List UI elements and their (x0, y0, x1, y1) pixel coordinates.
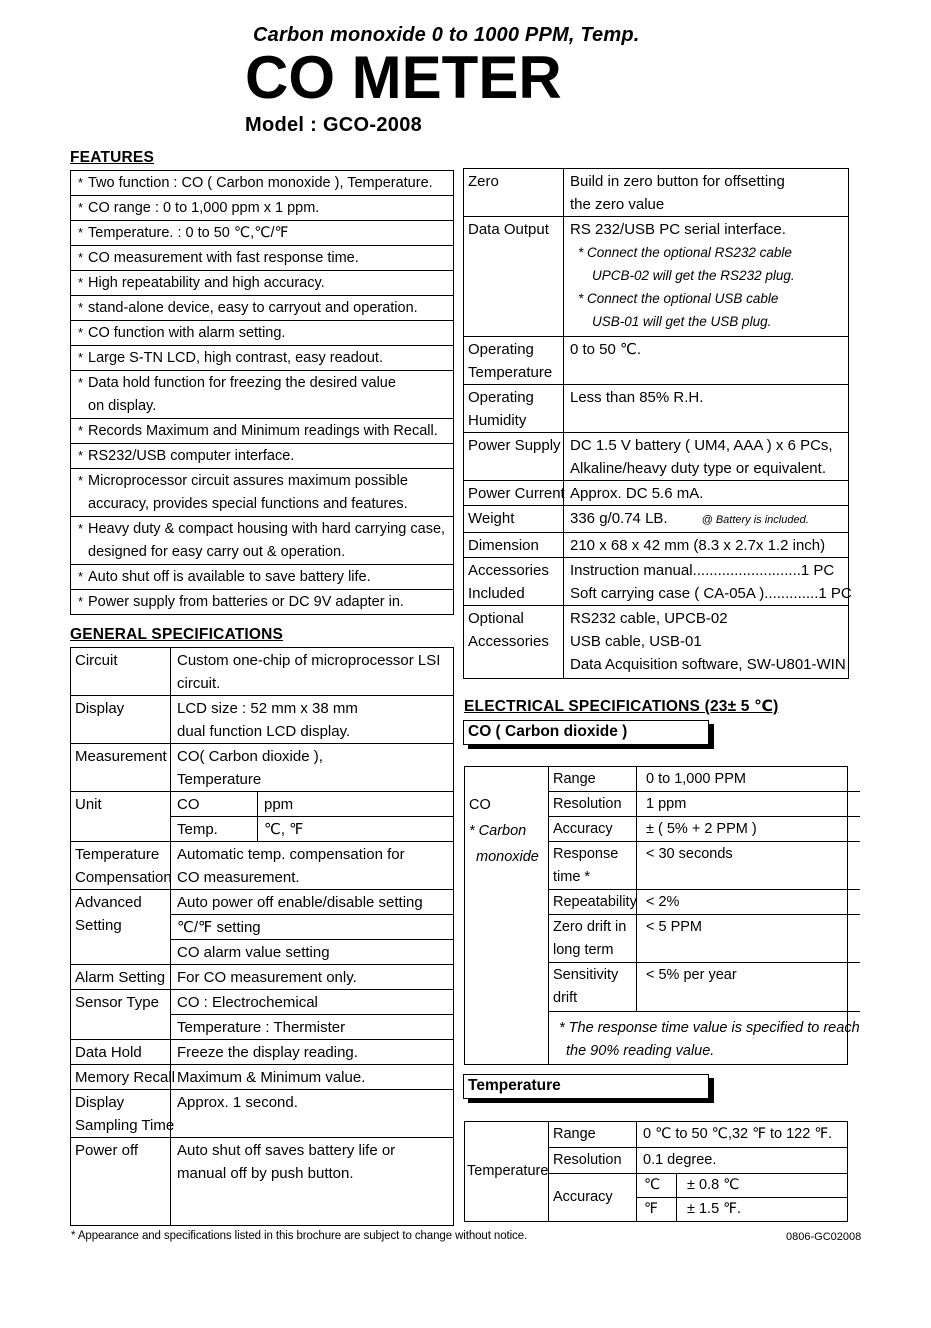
spec-row-sensor-type (71, 990, 453, 1040)
text-line: RS232/USB computer interface. (88, 448, 295, 464)
temperature-section-title: Temperature (468, 1077, 561, 1094)
sensor-line: CO : Electrochemical (171, 990, 453, 1015)
spec-row-temperature-compensation (71, 842, 453, 890)
asterisk-bullet: * (77, 423, 84, 438)
spec-value: 1 ppm (646, 796, 687, 812)
features-section (70, 149, 454, 615)
spec-row-weight (464, 506, 848, 533)
general-specs-heading: GENERAL SPECIFICATIONS (70, 626, 284, 643)
header (245, 24, 640, 137)
feature-row (71, 196, 453, 221)
text-line: Maximum & Minimum value. (177, 1069, 366, 1086)
spec-label (71, 890, 171, 964)
co-row-resolution (549, 792, 860, 817)
text-line: Power supply from batteries or DC 9V adapter in. (88, 594, 404, 610)
feature-row (71, 296, 453, 321)
spec-value (564, 433, 848, 480)
feature-text (88, 222, 451, 245)
spec-label (71, 696, 171, 743)
unit-cell: ℉ (637, 1198, 677, 1221)
note-line: UPCB-02 will get the RS232 plug. (592, 268, 795, 283)
text-line: accuracy, provides special functions and features. (88, 496, 408, 512)
spec-label (71, 1065, 176, 1089)
spec-label (464, 481, 564, 505)
feature-row (71, 346, 453, 371)
spec-row-alarm-setting (71, 965, 453, 990)
note-line: * The response time value is specified to reach (559, 1020, 860, 1036)
spec-label (464, 433, 564, 480)
text-line: Heavy duty & compact housing with hard carrying case, (88, 521, 446, 537)
text-line: CO range : 0 to 1,000 ppm x 1 ppm. (88, 200, 320, 216)
spec-value (564, 217, 848, 336)
spec-row-dimension (464, 533, 848, 558)
spec-value (564, 606, 848, 678)
text-line: Operating (468, 341, 534, 358)
feature-text (88, 347, 451, 370)
spec-value (171, 1040, 453, 1064)
spec-label (464, 558, 564, 605)
spec-row-accessories-included (464, 558, 852, 606)
text-line: Microprocessor circuit assures maximum possible (88, 473, 408, 489)
spec-key (549, 915, 637, 962)
feature-row (71, 221, 453, 246)
text-line: designed for easy carry out & operation. (88, 544, 346, 560)
text-line: Measurement (75, 748, 167, 765)
spec-value: 0 ℃ to 50 ℃,32 ℉ to 122 ℉. (643, 1126, 833, 1142)
asterisk-bullet: * (77, 448, 84, 463)
spec-value (171, 990, 453, 1039)
spec-row-power-off (71, 1138, 453, 1225)
spec-row-circuit (71, 648, 453, 696)
text-line: Auto shut off saves battery life or (177, 1142, 396, 1159)
co-row-zero-drift (549, 915, 860, 963)
text-line: USB cable, USB-01 (570, 633, 702, 650)
feature-text (88, 197, 451, 220)
text-line: Zero (468, 173, 499, 190)
spec-value (171, 1138, 453, 1225)
text-line: Approx. DC 5.6 mA. (570, 485, 704, 502)
spec-label (71, 648, 171, 695)
text-line: manual off by push button. (177, 1165, 354, 1182)
footer-disclaimer: * Appearance and specifications listed in this brochure are subject to change without notice. (71, 1230, 528, 1242)
feature-text (88, 372, 451, 418)
text-line: Humidity (468, 412, 527, 429)
text-line: Automatic temp. compensation for (177, 846, 405, 863)
text-line: stand-alone device, easy to carryout and operation. (88, 300, 418, 316)
spec-key (549, 792, 637, 816)
unit-key: CO (171, 792, 258, 816)
co-table-body (549, 767, 860, 1064)
text-line: DC 1.5 V battery ( UM4, AAA ) x 6 PCs, (570, 437, 833, 454)
text-line: Sampling Time (75, 1117, 175, 1134)
feature-text (88, 297, 451, 320)
asterisk-bullet: * (77, 375, 84, 390)
spec-key (549, 963, 637, 1011)
temperature-section-header-box (463, 1074, 709, 1099)
spec-value (171, 648, 453, 695)
temperature-table-body (549, 1122, 847, 1221)
text-line: Setting (75, 917, 122, 934)
text-line: Resolution (553, 796, 622, 812)
spec-value (171, 1090, 453, 1137)
feature-row (71, 371, 453, 419)
feature-text (88, 591, 451, 614)
co-section-header-box (463, 720, 709, 745)
spec-value (171, 965, 453, 989)
text-line: Response (553, 846, 619, 862)
feature-row (71, 444, 453, 469)
spec-value (171, 696, 453, 743)
accuracy-row-fahrenheit (637, 1198, 847, 1221)
feature-row (71, 246, 453, 271)
footer-document-code: 0806-GC02008 (786, 1231, 862, 1243)
text-line: Data Hold (75, 1044, 142, 1061)
feature-row (71, 321, 453, 346)
text-line: Two function : CO ( Carbon monoxide ), Temperature. (88, 175, 433, 191)
text-line: Instruction manual..........................1 PC (570, 562, 835, 579)
spec-label (71, 1138, 171, 1225)
text-line: dual function LCD display. (177, 723, 351, 740)
product-model: Model : GCO-2008 (245, 114, 423, 136)
spec-label (71, 792, 171, 841)
note-line: USB-01 will get the USB plug. (592, 314, 772, 329)
spec-key (549, 767, 637, 791)
temperature-side-label: Temperature (465, 1122, 549, 1221)
text-line: CO measurement with fast response time. (88, 250, 359, 266)
spec-row-operating-humidity (464, 385, 848, 433)
unit-cell: ℃ (637, 1174, 677, 1197)
unit-value: ppm (264, 796, 294, 813)
spec-row-optional-accessories (464, 606, 848, 678)
text-line: CO function with alarm setting. (88, 325, 286, 341)
text-line: High repeatability and high accuracy. (88, 275, 325, 291)
spec-row-advanced-setting (71, 890, 453, 965)
spec-row-power-supply (464, 433, 848, 481)
spec-row-operating-temperature (464, 337, 848, 385)
text-line: 0 to 50 ℃. (570, 341, 642, 358)
spec-label (464, 169, 564, 216)
product-subtitle: Carbon monoxide 0 to 1000 PPM, Temp. (253, 24, 640, 46)
spec-value (171, 1065, 453, 1089)
sensor-line: Temperature : Thermister (177, 1019, 346, 1036)
asterisk-bullet: * (77, 275, 84, 290)
feature-text (88, 518, 451, 564)
spec-row-power-current (464, 481, 848, 506)
spec-label (464, 606, 564, 678)
spec-value (171, 890, 453, 964)
spec-label (71, 965, 171, 989)
setting-line: Auto power off enable/disable setting (171, 890, 453, 915)
spec-value (171, 842, 453, 889)
product-title: CO METER (245, 44, 562, 111)
text-line: Power Supply (468, 437, 561, 454)
text-line: CO( Carbon dioxide ), (177, 748, 323, 765)
feature-row (71, 419, 453, 444)
note-line: * Connect the optional RS232 cable (578, 245, 792, 260)
asterisk-bullet: * (77, 250, 84, 265)
spec-value (564, 337, 848, 384)
feature-row (71, 171, 453, 196)
text-line: Included (468, 585, 525, 602)
text-line: Temperature. : 0 to 50 ℃,℃/℉ (88, 225, 289, 241)
text-line: monoxide (476, 849, 539, 865)
text-line: Records Maximum and Minimum readings with Recall. (88, 423, 438, 439)
general-specs-section (70, 626, 454, 1226)
text-line: For CO measurement only. (177, 969, 357, 986)
weight-value: 336 g/0.74 LB. (570, 510, 668, 527)
text-line: Repeatability (553, 894, 637, 910)
text-line: on display. (88, 398, 157, 414)
spec-label (71, 744, 171, 791)
text-line: Circuit (75, 652, 118, 669)
asterisk-bullet: * (77, 300, 84, 315)
text-line: CO (469, 797, 491, 813)
spec-value (564, 533, 848, 557)
accuracy-row-celsius (637, 1174, 847, 1198)
electrical-specs-heading: ELECTRICAL SPECIFICATIONS (23± 5 ℃) (464, 698, 779, 715)
co-side-label (465, 767, 549, 1064)
accuracy-sub-table (637, 1174, 847, 1221)
text-line (570, 507, 848, 532)
text-line: RS 232/USB PC serial interface. (570, 221, 786, 238)
co-table-footnote (549, 1012, 860, 1064)
spec-row-zero (464, 169, 848, 217)
feature-text (88, 247, 451, 270)
spec-row-memory-recall (71, 1065, 453, 1090)
feature-row (71, 517, 453, 565)
text-line: drift (553, 990, 578, 1006)
text-line: Temperature (177, 771, 262, 788)
text-line: Unit (75, 796, 102, 813)
spec-value: < 2% (646, 894, 680, 910)
text-line: Operating (468, 389, 534, 406)
spec-label (464, 506, 564, 532)
co-row-response-time (549, 842, 860, 890)
text-line: Build in zero button for offsetting (570, 173, 785, 190)
asterisk-bullet: * (77, 175, 84, 190)
text-line: long term (553, 942, 614, 958)
feature-text (88, 445, 451, 468)
spec-value (564, 558, 852, 605)
asterisk-bullet: * (77, 521, 84, 536)
spec-value (564, 506, 848, 532)
spec-key: Accuracy (549, 1174, 637, 1221)
text-line: Data Output (468, 221, 549, 238)
feature-row (71, 565, 453, 590)
feature-text (88, 172, 451, 195)
spec-value (564, 385, 848, 432)
asterisk-bullet: * (77, 350, 84, 365)
text-line: 210 x 68 x 42 mm (8.3 x 2.7x 1.2 inch) (570, 537, 826, 554)
temperature-row-accuracy (549, 1174, 847, 1221)
co-row-range (549, 767, 860, 792)
text-line: * Carbon (469, 823, 527, 839)
text-line: Accessories (468, 562, 549, 579)
features-heading: FEATURES (70, 149, 154, 166)
spec-row-unit (71, 792, 453, 842)
spec-key (549, 817, 637, 841)
text-line: Sensor Type (75, 994, 159, 1011)
spec-label (464, 385, 564, 432)
feature-row (71, 590, 453, 614)
text-line: Power off (75, 1142, 139, 1159)
text-line: Range (553, 771, 596, 787)
asterisk-bullet: * (77, 594, 84, 609)
unit-key: Temp. (171, 817, 258, 841)
spec-value: < 5% per year (646, 967, 737, 983)
features-table (70, 170, 454, 615)
text-line: Approx. 1 second. (177, 1094, 298, 1111)
feature-row (71, 469, 453, 517)
feature-text (88, 420, 451, 443)
spec-key (549, 842, 637, 889)
spec-row-measurement (71, 744, 453, 792)
temperature-row-range (549, 1122, 847, 1148)
text-line: Soft carrying case ( CA-05A ).............1 PC (570, 585, 852, 602)
text-line: Advanced (75, 894, 142, 911)
asterisk-bullet: * (77, 200, 84, 215)
unit-value: ℃, ℉ (264, 821, 304, 838)
spec-row-data-hold (71, 1040, 453, 1065)
temperature-row-resolution (549, 1148, 847, 1174)
text-line: time * (553, 869, 591, 885)
note-line: the 90% reading value. (566, 1043, 715, 1059)
text-line: Compensation (75, 869, 172, 886)
spec-value (564, 169, 848, 216)
text-line: Temperature (468, 364, 553, 381)
spec-value: ± 1.5 ℉. (687, 1201, 741, 1217)
spec-value (171, 792, 453, 841)
feature-text (88, 566, 451, 589)
text-line: Accuracy (553, 821, 613, 837)
spec-value (564, 481, 848, 505)
unit-subrow-temp (171, 817, 453, 841)
text-line: Freeze the display reading. (177, 1044, 358, 1061)
text-line: Auto shut off is available to save battery life. (88, 569, 371, 585)
spec-label (464, 337, 564, 384)
text-line: Alarm Setting (75, 969, 166, 986)
spec-label (71, 990, 171, 1039)
text-line: the zero value (570, 196, 665, 213)
co-row-accuracy (549, 817, 860, 842)
co-spec-table (464, 766, 860, 1065)
setting-line: ℃/℉ setting (171, 915, 453, 940)
text-line: RS232 cable, UPCB-02 (570, 610, 728, 627)
spec-value (171, 744, 453, 791)
spec-value: ± ( 5% + 2 PPM ) (646, 821, 757, 837)
spec-key (549, 890, 637, 914)
text-line: Memory Recall (75, 1069, 176, 1086)
text-line: Custom one-chip of microprocessor LSI (177, 652, 441, 669)
asterisk-bullet: * (77, 325, 84, 340)
text-line: Large S-TN LCD, high contrast, easy readout. (88, 350, 383, 366)
text-line: Data hold function for freezing the desired value (88, 375, 396, 391)
co-row-sensitivity-drift (549, 963, 860, 1012)
text-line: Display (75, 1094, 125, 1111)
asterisk-bullet: * (77, 473, 84, 488)
spec-value: 0 to 1,000 PPM (646, 771, 746, 787)
spec-row-display-sampling-time (71, 1090, 453, 1138)
asterisk-bullet: * (77, 225, 84, 240)
text-line: Less than 85% R.H. (570, 389, 704, 406)
text-line: circuit. (177, 675, 221, 692)
asterisk-bullet: * (77, 569, 84, 584)
text-line: Display (75, 700, 125, 717)
temperature-spec-table (464, 1121, 848, 1222)
text-line: LCD size : 52 mm x 38 mm (177, 700, 358, 717)
spec-label (71, 1040, 171, 1064)
text-line: Optional (468, 610, 524, 627)
text-line: Dimension (468, 537, 539, 554)
text-line: Power Current (468, 485, 565, 502)
text-line: Zero drift in (553, 919, 627, 935)
spec-key: Range (549, 1122, 637, 1147)
text-line: Temperature (75, 846, 160, 863)
feature-text (88, 322, 451, 345)
text-line: Accessories (468, 633, 549, 650)
general-specs-table (70, 647, 454, 1226)
spec-label (464, 533, 564, 557)
co-row-repeatability (549, 890, 860, 915)
spec-value: ± 0.8 ℃ (687, 1177, 740, 1193)
spec-value: < 30 seconds (646, 846, 733, 862)
text-line: Data Acquisition software, SW-U801-WIN (570, 656, 846, 673)
spec-value: 0.1 degree. (643, 1152, 717, 1168)
text-line: CO measurement. (177, 869, 300, 886)
feature-text (88, 470, 451, 516)
co-section-title: CO ( Carbon dioxide ) (468, 723, 628, 740)
battery-note: @ Battery is included. (701, 514, 809, 526)
spec-label (464, 217, 564, 336)
text-line: Sensitivity (553, 967, 619, 983)
device-spec-table (463, 168, 852, 679)
note-line: * Connect the optional USB cable (578, 291, 779, 306)
spec-value: < 5 PPM (646, 919, 703, 935)
spec-key: Resolution (549, 1148, 637, 1173)
feature-text (88, 272, 451, 295)
spec-row-display (71, 696, 453, 744)
setting-line: CO alarm value setting (177, 944, 330, 961)
unit-subrow-co (171, 792, 453, 817)
text-line: Weight (468, 510, 515, 527)
text-line: Alkaline/heavy duty type or equivalent. (570, 460, 826, 477)
spec-label (71, 842, 171, 889)
spec-row-data-output (464, 217, 848, 337)
spec-label (71, 1090, 175, 1137)
feature-row (71, 271, 453, 296)
